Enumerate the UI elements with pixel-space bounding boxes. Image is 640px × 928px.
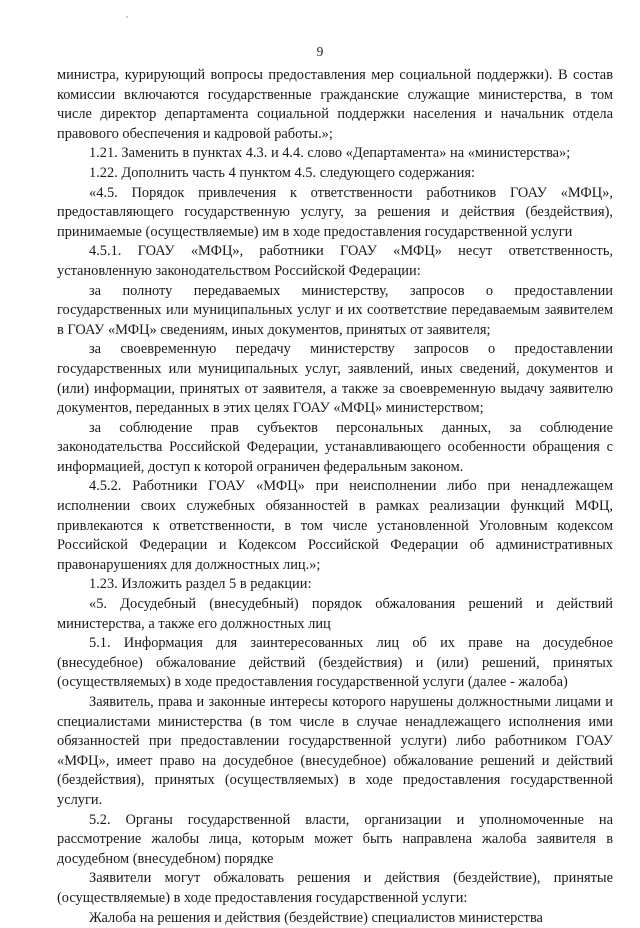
page-number: 9 xyxy=(316,44,324,59)
paragraph-1-22: 1.22. Дополнить часть 4 пунктом 4.5. следующего содержания: xyxy=(89,164,475,181)
scan-speck xyxy=(126,16,128,18)
paragraph-4-5-1-item-1: за полноту передаваемых министерству, запросов о предоставлении государственных или муниципальных услуг и их соответствие передаваемым заявителем в ГОАУ «МФЦ» сведениям, иных документов, принятых от заявителя; xyxy=(57,282,613,338)
paragraph-applicant-rights: Заявитель, права и законные интересы которого нарушены должностными лицами и специалистами министерства (в том числе в случае ненадлежащего исполнения ими обязанностей при предоставлении государственной услуги) либо работником ГОАУ «МФЦ», имеет право на досудебное (внесудебное) обжалование решений и действий (бездействия), принятых (осуществляемых) в ходе предоставления государственной услуги. xyxy=(57,694,613,808)
paragraph-4-5-1-item-2: за своевременную передачу министерству запросов о предоставлении государственных или муниципальных услуг, заявлений, иных сведений, документов и (или) информации, принятых от заявителя, а также за своевременную выдачу заявителю документов, переданных в этих целях ГОАУ «МФЦ» министерством; xyxy=(57,341,613,417)
paragraph-4-5-1-item-3: за соблюдение прав субъектов персональных данных, за соблюдение законодательства Российской Федерации, устанавливающего особенности обращения с информацией, доступ к которой ограничен федеральным законом. xyxy=(57,419,613,475)
paragraph-1-23: 1.23. Изложить раздел 5 в редакции: xyxy=(89,576,312,593)
paragraph-4-5-1: 4.5.1. ГОАУ «МФЦ», работники ГОАУ «МФЦ» несут ответственность, установленную законодательством Российской Федерации: xyxy=(57,243,613,279)
paragraph-4-5-2: 4.5.2. Работники ГОАУ «МФЦ» при неисполнении либо при ненадлежащем исполнении своих служебных обязанностей в рамках реализации функций МФЦ, привлекаются к ответственности, в том числе установленной Уголовным кодексом Российской Федерации и Кодексом Российской Федерации об административных правонарушениях для должностных лиц.»; xyxy=(57,478,613,573)
paragraph-continuation: министра, курирующий вопросы предоставления мер социальной поддержки). В состав комиссии включаются государственные гражданские служащие министерства, в том числе директор департамента социальной поддержки населения и начальник отдела правового обеспечения и кадровой работы.»; xyxy=(57,67,613,142)
section-5-heading: «5. Досудебный (внесудебный) порядок обжалования решений и действий министерства, а также его должностных лиц xyxy=(57,596,613,632)
paragraph-applicants-may-appeal: Заявители могут обжаловать решения и действия (бездействие), принятые (осуществляемые) в ходе предоставления государственной услуги: xyxy=(57,870,613,906)
paragraph-5-2: 5.2. Органы государственной власти, организации и уполномоченные на рассмотрение жалобы лица, которым может быть направлена жалоба заявителя в досудебном (внесудебном) порядке xyxy=(57,811,613,867)
paragraph-5-1: 5.1. Информация для заинтересованных лиц об их праве на досудебное (внесудебное) обжалование действий (бездействия) и (или) решений, принятых (осуществляемых) в ходе предоставления государственной услуги (далее - жалоба) xyxy=(57,635,613,691)
paragraph-complaint-specialists: Жалоба на решения и действия (бездействие) специалистов министерства xyxy=(89,909,543,926)
paragraph-1-21: 1.21. Заменить в пунктах 4.3. и 4.4. слово «Департамента» на «министерства»; xyxy=(89,145,571,162)
document-body xyxy=(57,66,613,928)
paragraph-4-5-heading: «4.5. Порядок привлечения к ответственности работников ГОАУ «МФЦ», предоставляющего государственную услугу, за решения и действия (бездействия), принимаемые (осуществляемые) им в ходе предоставления государственной услуги xyxy=(57,184,613,240)
